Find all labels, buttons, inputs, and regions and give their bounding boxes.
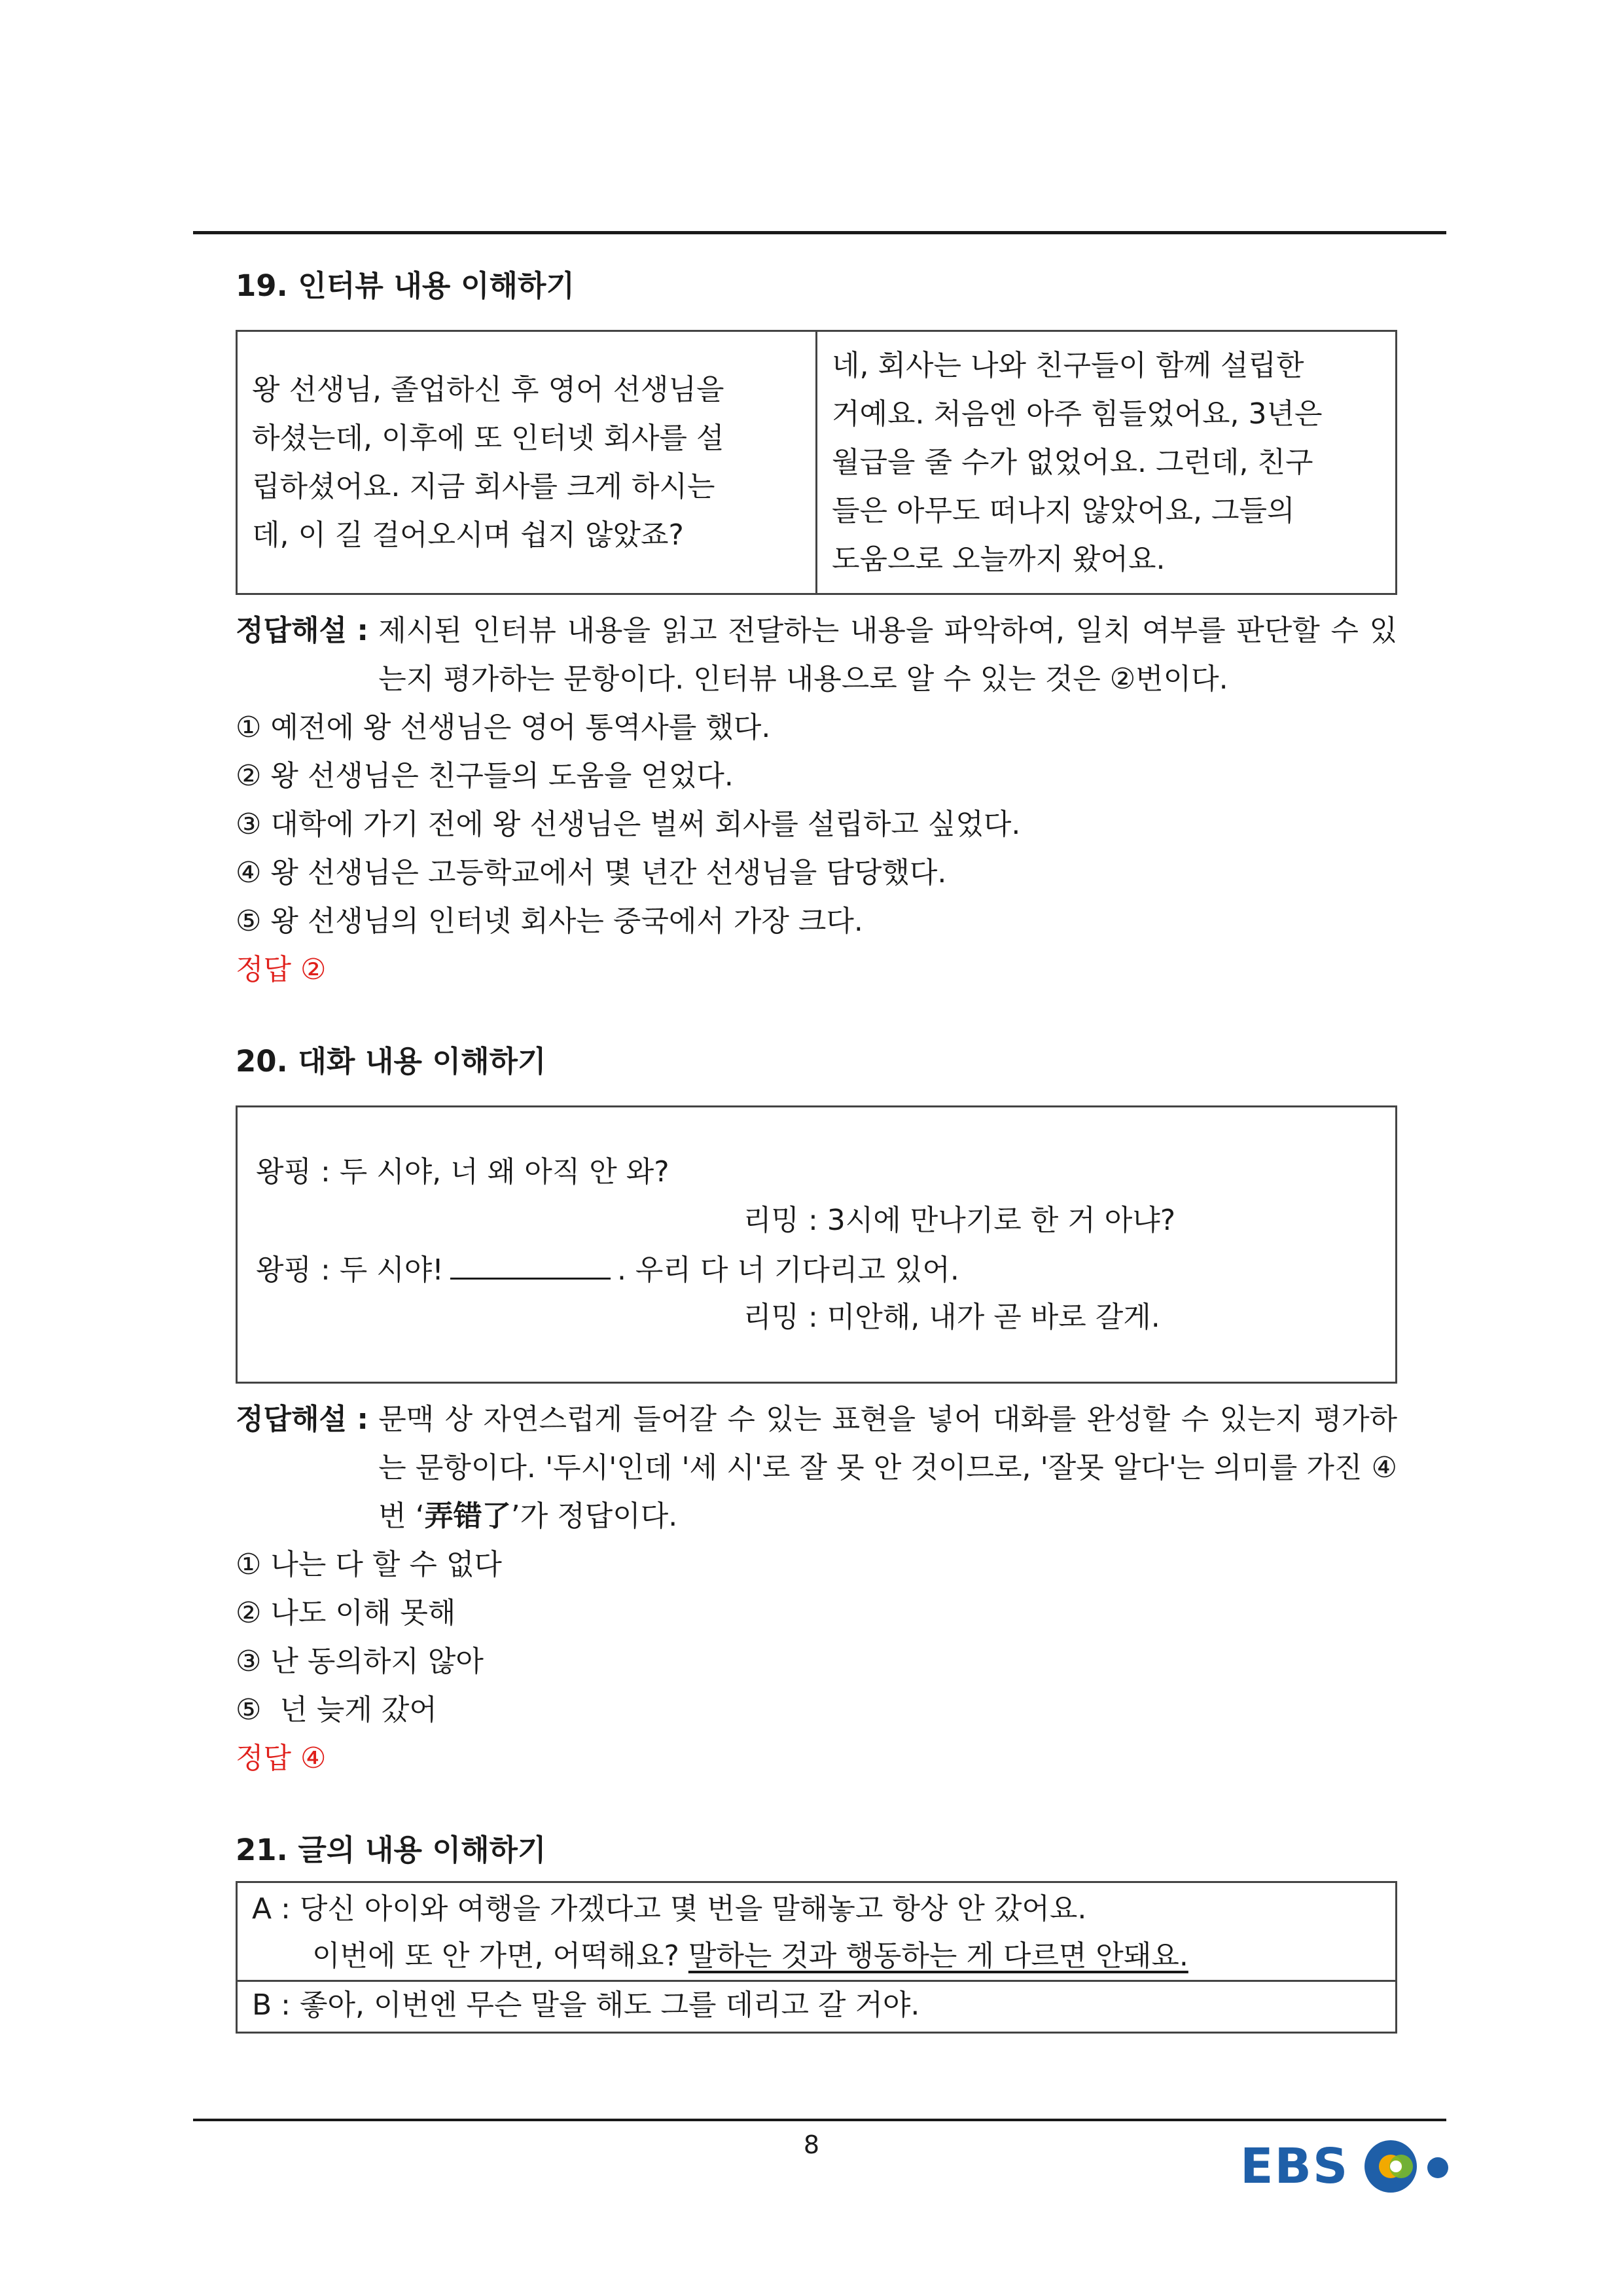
q20-dialogue-box xyxy=(236,1105,1397,1384)
q19-answer: 정답 ② xyxy=(236,953,327,986)
dialogue-line: 왕핑 : 두 시야, 너 왜 아직 안 와? xyxy=(256,1155,669,1189)
q21-line-a-cont xyxy=(252,1933,1381,1980)
explanation-text: 제시된 인터뷰 내용을 읽고 전달하는 내용을 파악하여, 일치 여부를 판단할 수 있는지 평가하는 문항이다. 인터뷰 내용으로 알 수 있는 것은 ②번이다. xyxy=(378,614,1397,696)
explanation-text-end: ’가 정답이다. xyxy=(510,1499,678,1533)
q21-line-b: B : 좋아, 이번엔 무슨 말을 해도 그를 데리고 갈 거야. xyxy=(238,1980,1395,2029)
q20-answer: 정답 ④ xyxy=(236,1742,327,1775)
q19-option-1: ① 예전에 왕 선생님은 영어 통역사를 했다. xyxy=(236,711,771,744)
page-number: 8 xyxy=(803,2130,820,2159)
chinese-answer: 弄错了 xyxy=(424,1499,511,1533)
ebs-logo xyxy=(1240,2135,1480,2198)
q19-option-5: ⑤ 왕 선생님의 인터넷 회사는 중국에서 가장 크다. xyxy=(236,905,863,938)
q20-option-2: ② 나도 이해 못해 xyxy=(236,1596,456,1630)
q19-option-4: ④ 왕 선생님은 고등학교에서 몇 년간 선생님을 담당했다. xyxy=(236,856,947,889)
q19-right-line: 들은 아무도 떠나지 않았어요, 그들의 xyxy=(832,493,1295,528)
q19-left-line: 립하셨어요. 지금 회사를 크게 하시는 xyxy=(252,469,715,503)
dialogue-line: 리밍 : 3시에 만나기로 한 거 아냐? xyxy=(743,1204,1176,1237)
q20-option-5: ⑤ 넌 늦게 갔어 xyxy=(236,1693,437,1727)
q21-line-a: A : 당신 아이와 여행을 가겠다고 몇 번을 말해놓고 항상 안 갔어요. xyxy=(252,1892,1087,1926)
page-content xyxy=(236,262,1397,2034)
q19-option-2: ② 왕 선생님은 친구들의 도움을 얻었다. xyxy=(236,759,734,793)
answer-blank xyxy=(450,1245,611,1280)
q19-question-cell xyxy=(238,332,817,593)
q19-left-line: 하셨는데, 이후에 또 인터넷 회사를 설 xyxy=(252,421,724,455)
q19-heading: 19. 인터뷰 내용 이해하기 xyxy=(236,268,575,303)
q19-left-line: 왕 선생님, 졸업하신 후 영어 선생님을 xyxy=(252,372,724,406)
explanation-label: 정답해설 : xyxy=(236,614,379,647)
q19-explanation xyxy=(236,607,1397,704)
q20-option-3: ③ 난 동의하지 않아 xyxy=(236,1645,484,1678)
q20-explanation xyxy=(236,1395,1397,1541)
underlined-sentence: 말하는 것과 행동하는 게 다르면 안돼요. xyxy=(688,1939,1188,1973)
explanation-text-start: 문맥 상 자연스럽게 들어갈 수 있는 표현을 넣어 대화를 완성할 수 있는지 평가하는 문항이다. '두시'인데 '세 시'로 잘 못 안 것이므로, '잘못 알다'는 의미를 가진 ④번 ‘ xyxy=(378,1403,1397,1533)
q19-option-3: ③ 대학에 가기 전에 왕 선생님은 벌써 회사를 설립하고 싶었다. xyxy=(236,808,1021,841)
ebs-logo-text: EBS xyxy=(1240,2138,1349,2195)
q19-right-line: 도움으로 오늘까지 왔어요. xyxy=(832,542,1166,576)
dialogue-line-end: . 우리 다 너 기다리고 있어. xyxy=(616,1253,959,1287)
q19-right-line: 거예요. 처음엔 아주 힘들었어요, 3년은 xyxy=(832,397,1323,431)
explanation-text xyxy=(378,1395,1397,1541)
q19-right-line: 네, 회사는 나와 친구들이 함께 설립한 xyxy=(832,348,1304,382)
q19-answer-cell xyxy=(817,332,1395,593)
q21-heading: 21. 글의 내용 이해하기 xyxy=(236,1833,546,1867)
q20-heading: 20. 대화 내용 이해하기 xyxy=(236,1044,546,1079)
q21-line-text: 이번에 또 안 가면, 어떡해요? xyxy=(312,1939,688,1973)
dialogue-line-with-blank xyxy=(256,1245,1377,1293)
dialogue-line: 리밍 : 미안해, 내가 곧 바로 갈게. xyxy=(743,1300,1160,1334)
q19-interview-box xyxy=(236,330,1397,595)
q19-left-line: 데, 이 길 걸어오시며 쉽지 않았죠? xyxy=(252,518,684,552)
dialogue-line-start: 왕핑 : 두 시야! xyxy=(256,1253,444,1287)
q20-option-1: ① 나는 다 할 수 없다 xyxy=(236,1548,502,1581)
q19-right-line: 월급을 줄 수가 없었어요. 그런데, 친구 xyxy=(832,445,1313,479)
q21-text-box xyxy=(236,1881,1397,2034)
bottom-rule xyxy=(193,2119,1446,2121)
explanation-label: 정답해설 : xyxy=(236,1403,379,1436)
ebs-logo-circles-icon xyxy=(1349,2135,1480,2198)
top-rule xyxy=(193,231,1446,234)
